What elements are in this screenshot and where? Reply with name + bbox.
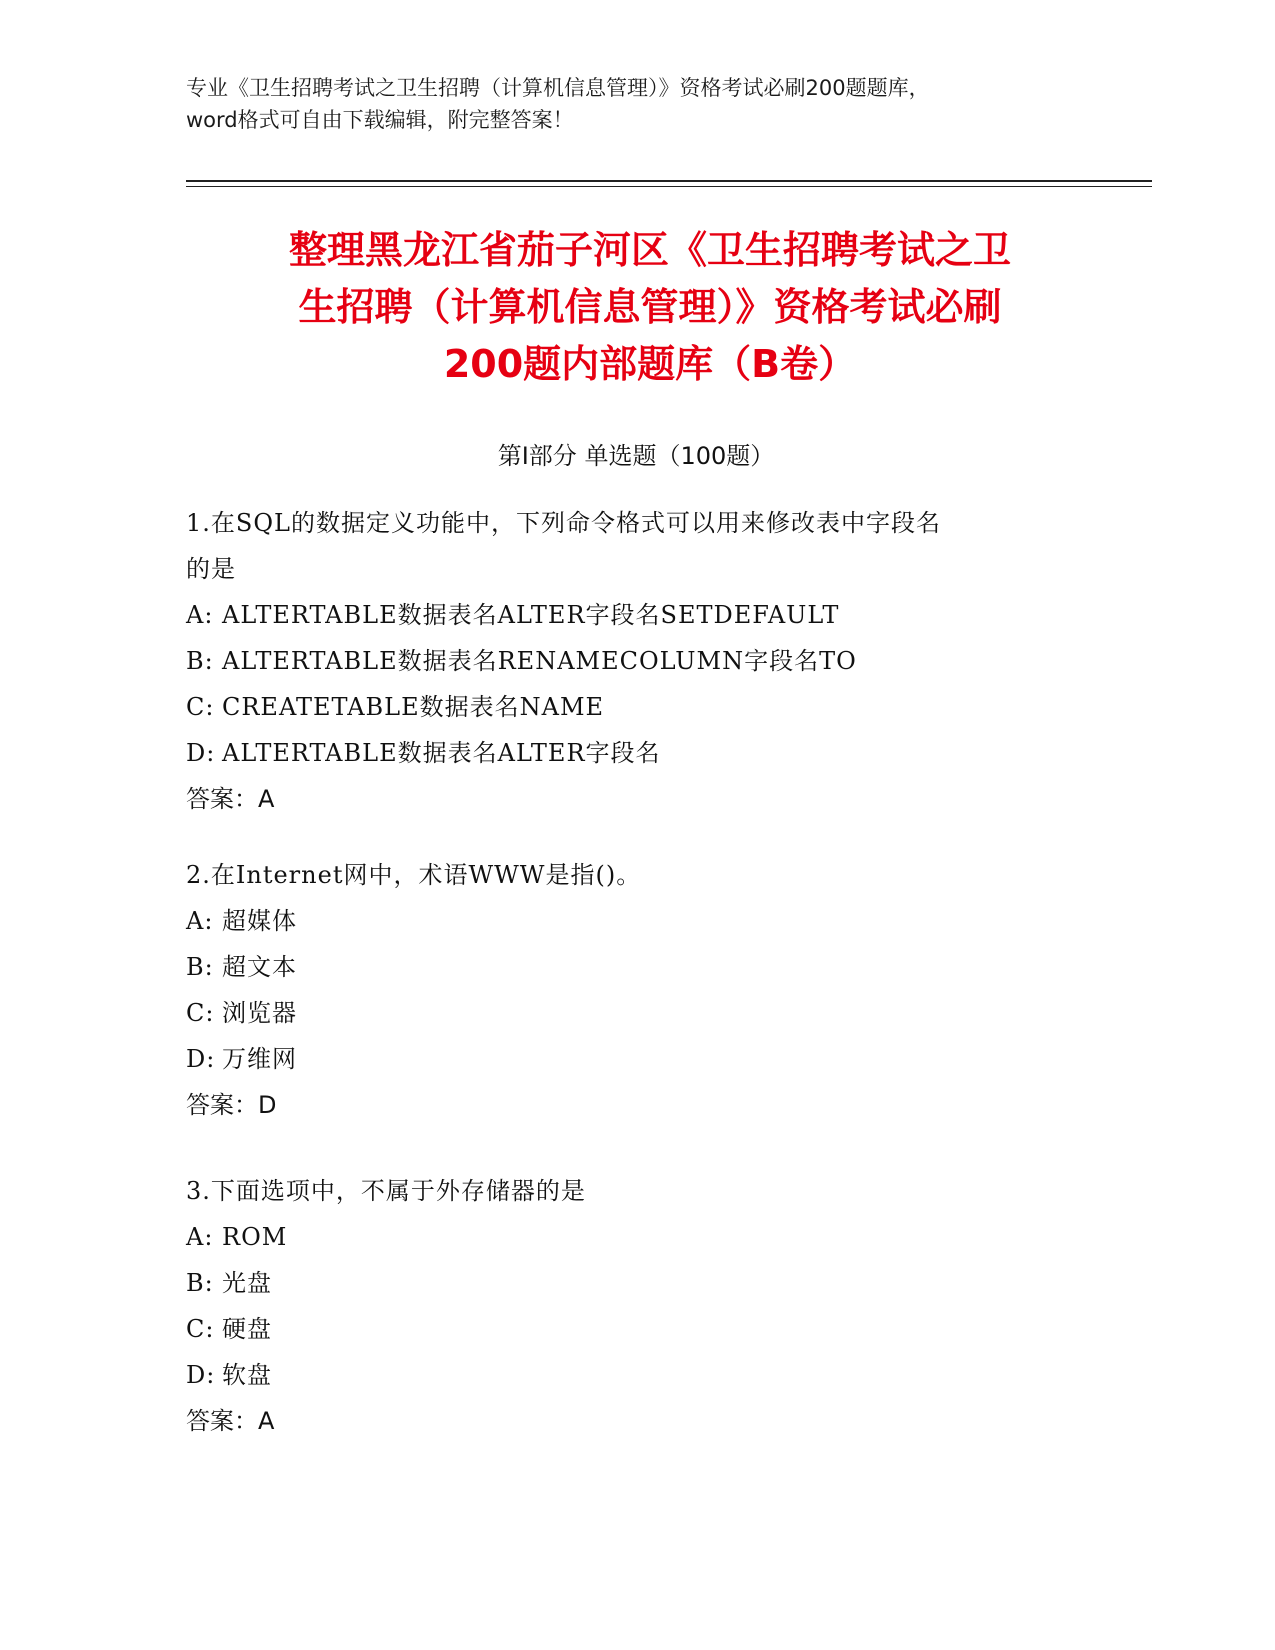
question-option <box>186 990 1086 1036</box>
document-title-line: 整理黑龙江省茄子河区《卫生招聘考试之卫 <box>288 228 1011 272</box>
header-note-line: 专业《卫生招聘考试之卫生招聘（计算机信息管理）》资格考试必刷200题题库， <box>186 76 930 100</box>
question-option <box>186 1352 1086 1398</box>
question-option <box>186 1306 1086 1352</box>
question-stem: 的是 <box>186 555 236 583</box>
option-letter: B: <box>186 647 214 675</box>
option-letter: A: <box>186 1223 214 1251</box>
question-option <box>186 1036 1086 1082</box>
option-letter: A: <box>186 907 214 935</box>
header-note-line: word格式可自由下载编辑，附完整答案！ <box>186 108 574 132</box>
option-text: 超文本 <box>222 953 297 981</box>
option-text: ALTERTABLE数据表名ALTER字段名SETDEFAULT <box>222 601 840 629</box>
question-option <box>186 730 1086 776</box>
option-text: 万维网 <box>222 1045 297 1073</box>
option-text: ALTERTABLE数据表名RENAMECOLUMN字段名TO <box>222 647 857 675</box>
option-letter: C: <box>186 693 215 721</box>
header-note <box>186 72 1086 136</box>
question-option <box>186 638 1086 684</box>
option-letter: D: <box>186 1045 216 1073</box>
question-option <box>186 592 1086 638</box>
option-text: 光盘 <box>222 1269 272 1297</box>
option-letter: C: <box>186 1315 215 1343</box>
question-stem: 2.在Internet网中，术语WWW是指()。 <box>186 861 642 889</box>
option-letter: D: <box>186 1361 216 1389</box>
option-letter: B: <box>186 1269 214 1297</box>
question-answer: 答案：A <box>186 785 275 813</box>
question-answer: 答案：A <box>186 1407 275 1435</box>
question-1 <box>186 500 1086 822</box>
question-answer: 答案：D <box>186 1091 277 1119</box>
question-option <box>186 684 1086 730</box>
question-2 <box>186 852 1086 1128</box>
option-letter: D: <box>186 739 216 767</box>
option-letter: A: <box>186 601 214 629</box>
question-option <box>186 1214 1086 1260</box>
section-heading: 第Ⅰ部分 单选题（100题） <box>497 442 775 470</box>
option-text: 浏览器 <box>222 999 297 1027</box>
question-option <box>186 1260 1086 1306</box>
option-text: ALTERTABLE数据表名ALTER字段名 <box>222 739 661 767</box>
question-stem: 1.在SQL的数据定义功能中，下列命令格式可以用来修改表中字段名 <box>186 509 941 537</box>
question-option <box>186 898 1086 944</box>
question-stem: 3.下面选项中，不属于外存储器的是 <box>186 1177 586 1205</box>
question-3 <box>186 1168 1086 1444</box>
option-letter: B: <box>186 953 214 981</box>
option-letter: C: <box>186 999 215 1027</box>
question-option <box>186 944 1086 990</box>
option-text: CREATETABLE数据表名NAME <box>222 693 605 721</box>
option-text: ROM <box>222 1223 288 1251</box>
document-title-line: 200题内部题库（B卷） <box>443 342 857 386</box>
header-divider <box>186 186 1152 187</box>
option-text: 超媒体 <box>222 907 297 935</box>
option-text: 软盘 <box>222 1361 272 1389</box>
document-title-line: 生招聘（计算机信息管理）》资格考试必刷 <box>298 285 1002 329</box>
document-title <box>150 222 1150 393</box>
option-text: 硬盘 <box>222 1315 272 1343</box>
header-divider <box>186 180 1152 182</box>
